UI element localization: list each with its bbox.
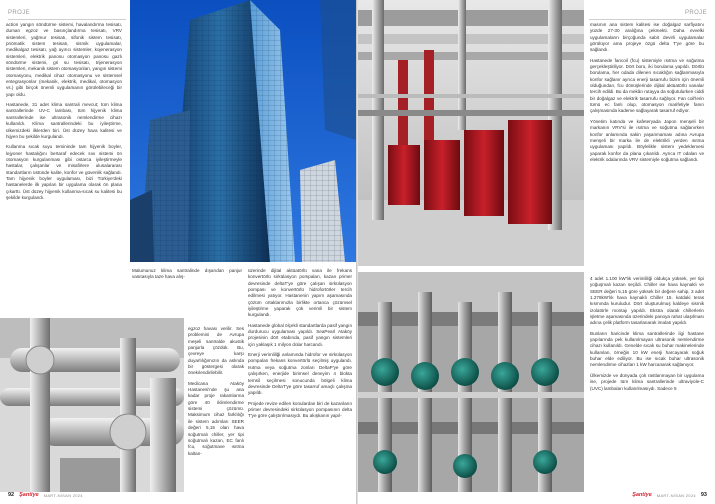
section-tag-right: PROJE [684, 10, 707, 16]
paragraph: Projede revize edilen konulardan biri de kazanların primer devresindeki sirkülasyon pompasının delta T'ye göre çalıştırılmasıydı. Bu akışkanın yapıl- [248, 400, 352, 419]
left-column-3 [248, 268, 352, 424]
right-column-2 [590, 276, 704, 396]
right-page [358, 0, 715, 504]
boiler-room-photo [358, 0, 584, 266]
left-page [0, 0, 357, 504]
section-tag-left: PROJE [8, 10, 31, 16]
paragraph: egzoz havası verilir. Ses problemini de Avrupa meşeli santralde akustik panjurla çözdük. Bu, çevreye karşı duyarlılığımızın da aslında bir göstergesi olarak önekılendirilebilir. [188, 326, 244, 376]
paragraph: 4 adet 1.100 kW'lık verimliliği oldukça yüksek, yer tipi yoğuşmalı kazan seçildi. Chiller ise hava kaynaklı ve SEER değeri 5,15 göre yüksek bir değere sahip, 3 adet 1.278kW'lık hava kaynaklı Chiller 15. katdaki teras kısmında kuruludur. Dört oluşturulmuş kaldeye sismik izolatörle montajı yapıldı. Ekstra olarak chillerlerin işletme aşamasında üzerindeki panoya rahat ulaşılması adına çelik platform tasarlanarak imalatı yapıldı. [590, 276, 704, 326]
magazine-logo: Şantiye [632, 492, 652, 498]
paragraph: masının ana sistem kalitesi ise doğalgaz sarfiyatını yüzde 27-30 aralığına çekmekti. Daha evvelki uygulamaların birçoğunda sabit devirli uygulamalar görülüyor ama projeye özgü delta T'ye göre bu sağlandı. [590, 22, 704, 53]
left-column-1 [6, 22, 122, 205]
pumps-photo [358, 272, 584, 492]
paragraph: Medicana Ataköy Hastanesi'nde şu ana kadar proje rakamlarına göre 40 iklimlendirme sistemi çözümü. Maksimum cihaz farklılığı ile sistem adımları SEER değeri 5,15 olan hava soğutmalı chiller, yer tipi soğutmalı kazan, EC fanlı fcu, soğutmave ısıtma kaltan- [188, 380, 244, 456]
paragraph: Enerji verimliliği anlamında hidrofor ve sirkülasyon pompaları frekans konvertörlü seçilmiş uygulandı. Isıtma veya soğutma zonları DeltaP'ye göre çalışırken, enerjide birimsel deneyim 4 blokta temsil seçilmesi sonucunda bölgeli klima devresinde DeltaT'ye göre tasarruf amaçlı çalışma yapıldı. [248, 352, 352, 396]
paragraph: Hastanede fancoil (fcu) sistemiyle ısıtma ve soğutma gerçekleştiriliyor. Dört boru, iki borulama yapıldı. Dörtlü borulama, her odada dilenen sıcaklığın sağlanmasıyla konfor sağlanır ayrıca enerji tasarrufu bizim için önemli olduğundan, fcu dönüşlerinde dijital aktüatörlü vanalar tercih edildi. Bu da mekân rutayya da soğutulurken ciddi bir doğalgaz ve elektrik tasarrufu sağlıyor. Fan coil'lerin tümü ec fanlı olup, otomasyon marifetiyle fanın çalışmasında kademe sağlayarak tasarruf ediyor. [590, 57, 704, 114]
paragraph: Hastanede, 31 adet klima santrali mevcut; tüm klima santrallerinde UV-C lambası, tüm hijyenik klima santrallerinde ise ultrasonik nemlendirme cihazı kullanıldı. Klima santrallerindeki bu iyileştirme, ülkemizdeki ilklerden biri. Üst düzey hava kalitesi ve hijyen bu şekilde kurgulandı. [6, 102, 122, 139]
left-column-2-bottom [188, 326, 244, 461]
paragraph: Bunların haricinde klima santrallerinde ilgi hastane yapılarında pek kullanılmayan ultrasonik nemlendirme cihazı kullanıldı. Genelde sıcak su buhar makinelerinde kullanılan, örneğin 10 kW enerji harcayarak soğuk buhar elde ediliyor. Bu ise sıcak buhar ultrasonik nemlendirme cihazları 1 kW harcanarak sağlanıyor. [590, 330, 704, 368]
right-column-1 [590, 22, 704, 167]
page-number: 93 [700, 492, 707, 498]
footer-right [632, 492, 707, 498]
paragraph: üzerinde dijital aktüatörlü vana ile frekans konvertörlü sirkülasyon pompaları, kazan primer devresinde deltaT'ye göre çalışan sirkülasyon pompası ve konvertörlü hidrofortörler tercih edilmesi yatıyor. Hastanenin yapım aşamasında çözüm ortaklarımızla birlikte ortanca çözümsel iyileştirme yaparak çok verimli bir sistem kurgulandı. [248, 268, 352, 318]
paragraph: Malumunuz klima santralinde dışarıdan panjur vasıtasıyla taze hava alış- [132, 268, 242, 280]
paragraph: Kullanma sıcak suyu temininde tam hijyenik boyler, lejyoner hastalığını bertaraf edecek sıvı sistemi ön otomasyon kurgulanması gibi ostarca iyileştirmeyle hastalar, çalışanlar ve misafirlere ulusalararası standartların üstünde kalite, konfor ve güvenlik sağlandı. Tam hijyenik boyler uygulaması, bizi Türkiye'deki hastanelerde ilk yapılan bir uygulama olarak ön plana çıkarttı. Üst düzey hijyenik kullanma-sıcak su kalitesi bu şekilde kurgulandı. [6, 144, 122, 200]
magazine-logo: Şantiye [19, 492, 39, 498]
paragraph: action yangın söndürme sistemi, havalandırma tesisatı, duman egzoz ve basınçlandırma tesisatı, VRV sistemleri, yağmur tesisatı, sifonik sistem tesisatı, pnömatik sistem tesisatı, sismik uygulamalar, medikalgaz tesisatı, yağ ayırıcı sistemler, kojenerasyon sistemleri, elektrik panosu otomasyon panosu gazlı söndürme sistemi, gri su tesisatı, trijenerasyon sistemleri, mekanik sistem otomasyonları, yangın sistemi otomasyonu, medikal cihaz otomasyonu ve sistemsel entegrasyonlar (mekanik, elektrik, medikal, otomasyon vs.) gibi birçok önemli uygulamanın görülebileceği bir yapı oldu. [6, 22, 122, 97]
header-rule-right [589, 19, 701, 20]
building-photo [130, 0, 356, 262]
footer-left [8, 492, 83, 498]
paragraph: Hastanede global ölçekli standartlarda pasif yangın durdurucu uygulaması yapıldı. SeaPearl Ataköy projesinin dört etabında, pasif yangın sistemleri için yaklaşık 1 milyon dolar harcandı. [248, 322, 352, 347]
page-number: 92 [8, 492, 15, 498]
header-rule-left [8, 19, 126, 20]
paragraph: Ülkemizde ve dünyada çok rastlanmayan bir uygulama ise, projede tüm klima santrallerinde ultraviyole-C (UVC) lambaları kullanılmasıydı. Sadece 5 [590, 372, 704, 391]
paragraph: Yönetim katında ve kafeteryada Japon menşeli bir markanın VRV'si ile ısıtma ve soğutma sağlanırken konfor anlamında sakin yaşanmaması adına Avrupa menşeli bir marka ile de elektrikli yerden ısıtma uygulaması yapıldı. Böylelikle sistem yedeklemesi yaparak konfor da plana çıkarıldı. Ayrıca IT odaları ve elektrik odalarında VRV sistemiyle soğutma sağlandı. [590, 118, 704, 162]
left-column-2-top [132, 268, 242, 285]
issue-date: MART-NİSAN 2024 [43, 492, 83, 498]
issue-date: MART-NİSAN 2024 [656, 492, 696, 498]
pipes-photo-left [0, 318, 184, 492]
